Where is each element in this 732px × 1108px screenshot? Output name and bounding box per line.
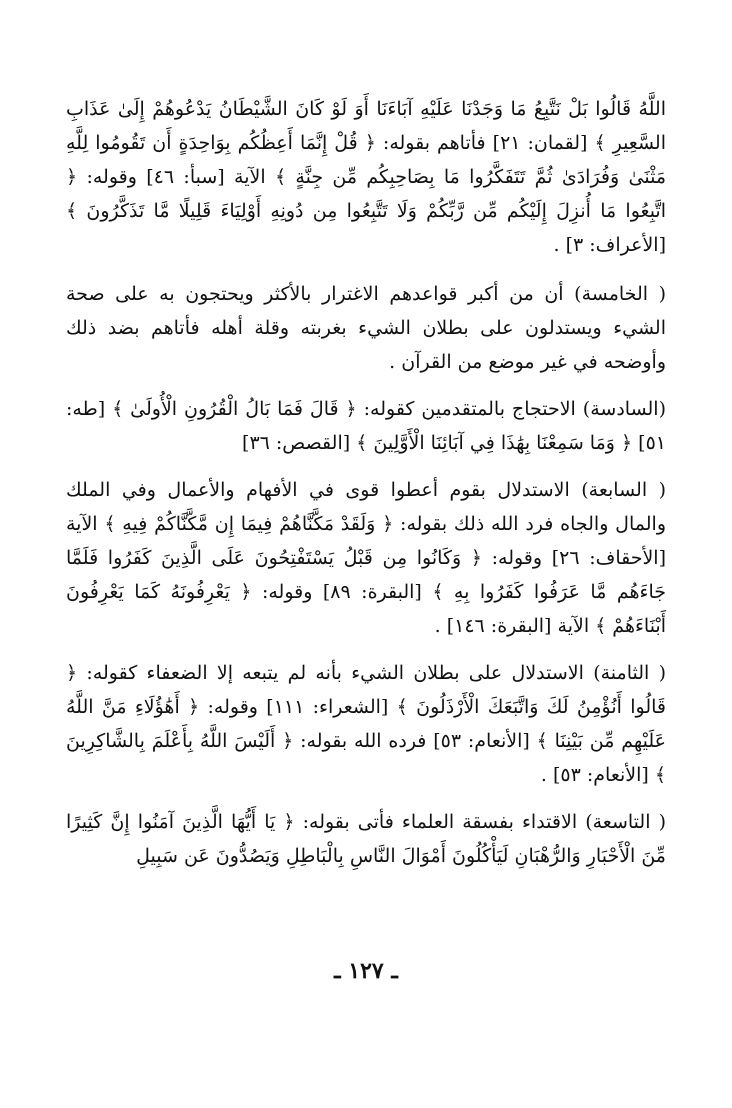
- paragraph-eighth: ( الثامنة) الاستدلال على بطلان الشيء بأنه لم يتبعه إلا الضعفاء كقوله: ﴿ قَالُوا أَنُؤْمِنُ لَكَ وَاتَّبَعَكَ الْأَرْذَلُونَ ﴾ [الشعراء: ١١١] وقوله: ﴿ أَهَٰؤُلَاءِ مَنَّ اللَّهُ عَلَيْهِم مِّن بَيْنِنَا ﴾ [الأنعام: ٥٣] فرده الله بقوله: ﴿ أَلَيْسَ اللَّهُ بِأَعْلَمَ بِالشَّاكِرِينَ ﴾ [الأنعام: ٥٣] .: [66, 662, 666, 786]
- body-text: [66, 92, 666, 886]
- page-number: ـ ١٢٧ ـ: [334, 958, 398, 984]
- paragraph-continuation: اللَّهُ قَالُوا بَلْ نَتَّبِعُ مَا وَجَدْنَا عَلَيْهِ آبَاءَنَا أَوَ لَوْ كَانَ الشَّيْطَانُ يَدْعُوهُمْ إِلَىٰ عَذَابِ السَّعِيرِ ﴾ [لقمان: ٢١] فأتاهم بقوله: ﴿ قُلْ إِنَّمَا أَعِظُكُم بِوَاحِدَةٍ أَن تَقُومُوا لِلَّهِ مَثْنَىٰ وَفُرَادَىٰ ثُمَّ تَتَفَكَّرُوا مَا بِصَاحِبِكُم مِّن جِنَّةٍ ﴾ الآية [سبأ: ٤٦] وقوله: ﴿ اتَّبِعُوا مَا أُنزِلَ إِلَيْكُم مِّن رَّبِّكُمْ وَلَا تَتَّبِعُوا مِن دُونِهِ أَوْلِيَاءَ قَلِيلًا مَّا تَذَكَّرُونَ ﴾ [الأعراف: ٣] .: [66, 98, 667, 256]
- paragraph-ninth: ( التاسعة) الاقتداء بفسقة العلماء فأتى بقوله: ﴿ يَا أَيُّهَا الَّذِينَ آمَنُوا إِنَّ كَثِيرًا مِّنَ الْأَحْبَارِ وَالرُّهْبَانِ لَيَأْكُلُونَ أَمْوَالَ النَّاسِ بِالْبَاطِلِ وَيَصُدُّونَ عَن سَبِيلِ: [66, 811, 666, 867]
- paragraph-seventh: ( السابعة) الاستدلال بقوم أعطوا قوى في الأفهام والأعمال وفي الملك والمال والجاه فرد الله ذلك بقوله: ﴿ وَلَقَدْ مَكَّنَّاهُمْ فِيمَا إِن مَّكَّنَّاكُمْ فِيهِ ﴾ الآية [الأحقاف: ٢٦] وقوله: ﴿ وَكَانُوا مِن قَبْلُ يَسْتَفْتِحُونَ عَلَى الَّذِينَ كَفَرُوا فَلَمَّا جَاءَهُم مَّا عَرَفُوا كَفَرُوا بِهِ ﴾ [البقرة: ٨٩] وقوله: ﴿ يَعْرِفُونَهُ كَمَا يَعْرِفُونَ أَبْنَاءَهُمْ ﴾ الآية [البقرة: ١٤٦] .: [66, 479, 666, 637]
- paragraph-sixth: (السادسة) الاحتجاج بالمتقدمين كقوله: ﴿ قَالَ فَمَا بَالُ الْقُرُونِ الْأُولَىٰ ﴾ [طه: ٥١] ﴿ وَمَا سَمِعْنَا بِهَٰذَا فِي آبَائِنَا الْأَوَّلِينَ ﴾ [القصص: ٣٦]: [66, 398, 666, 454]
- paragraph-fifth: ( الخامسة) أن من أكبر قواعدهم الاغترار بالأكثر ويحتجون به على صحة الشيء ويستدلون على بطلان الشيء بغربته وقلة أهله فأتاهم بضد ذلك وأوضحه في غير موضع من القرآن .: [66, 283, 666, 373]
